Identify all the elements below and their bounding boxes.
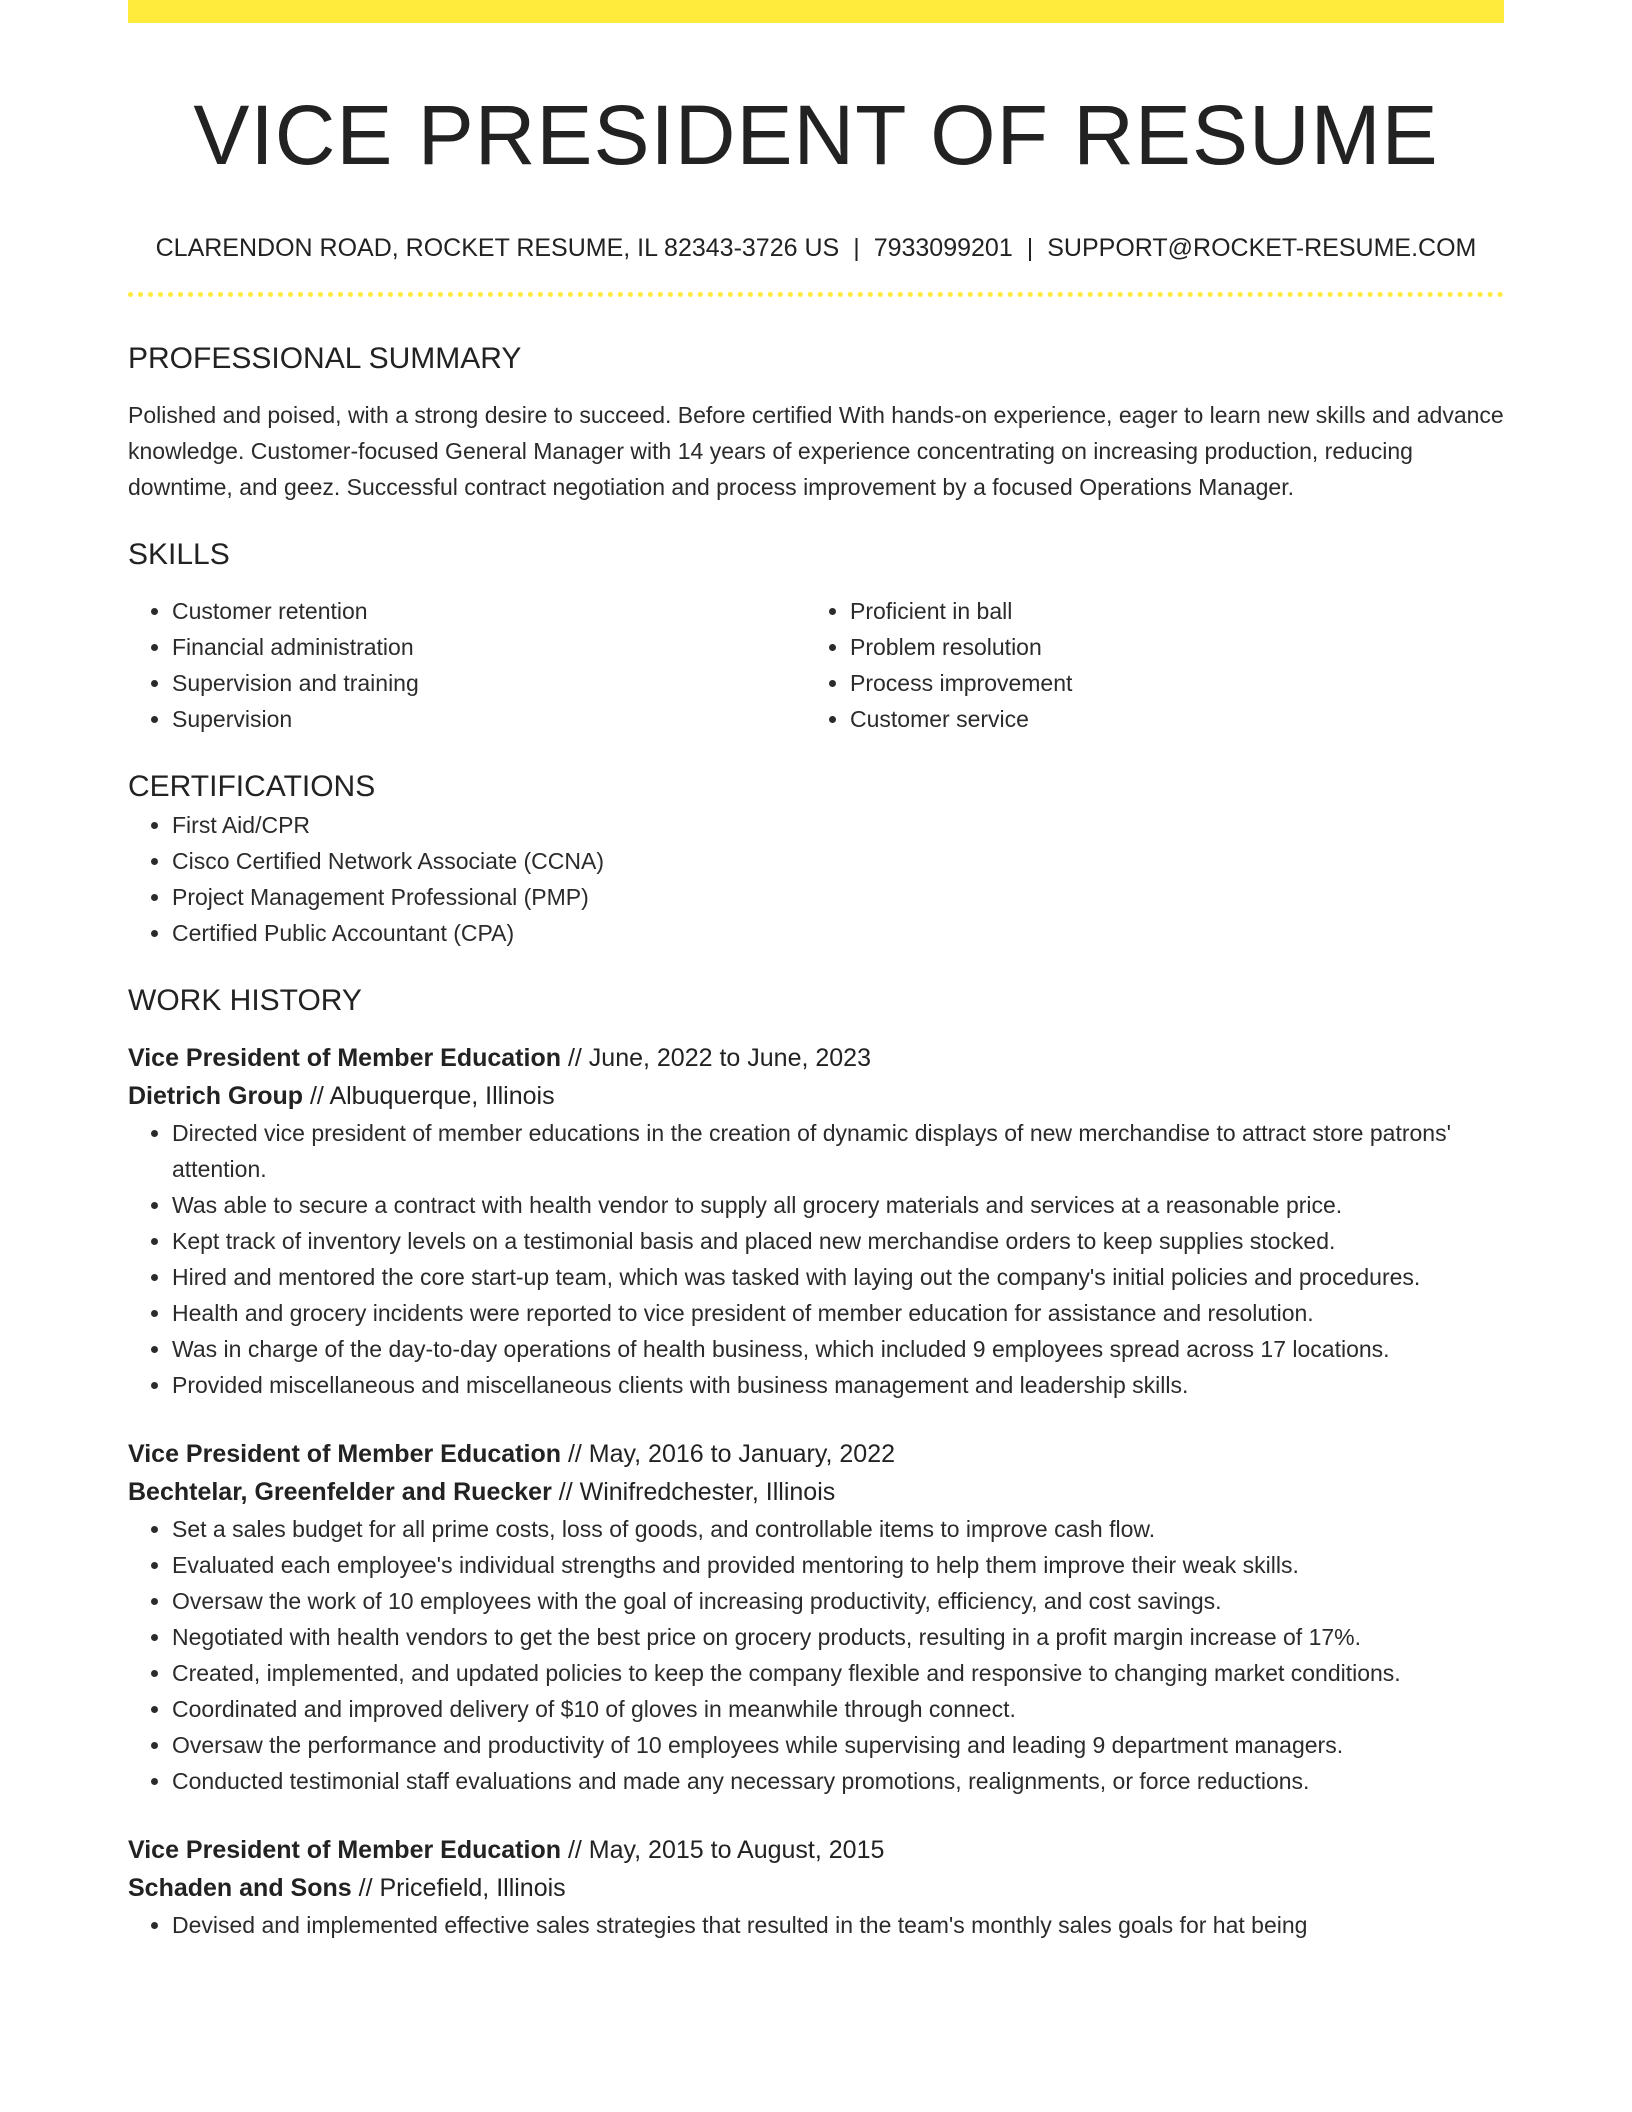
jobs-container <box>128 1039 1504 1943</box>
job-title-line <box>128 1435 1504 1473</box>
job-location: Pricefield, Illinois <box>379 1873 566 1902</box>
job-bullet: • Oversaw the work of 10 employees with the goal of increasing productivity, efficiency, and cost savings. <box>172 1583 1504 1619</box>
contact-address: CLARENDON ROAD, ROCKET RESUME, IL 82343-3726 US <box>155 233 840 262</box>
job-company-line <box>128 1473 1504 1511</box>
work-history-section <box>128 981 1504 1943</box>
job-bullet: • Provided miscellaneous and miscellaneous clients with business management and leadership skills. <box>172 1367 1504 1403</box>
job-title-line <box>128 1831 1504 1869</box>
certifications-heading: CERTIFICATIONS <box>128 769 376 803</box>
job-company-line <box>128 1077 1504 1115</box>
contact-email: SUPPORT@ROCKET-RESUME.COM <box>1047 233 1477 262</box>
skills-list-left <box>128 593 806 737</box>
job-dates: May, 2016 to January, 2022 <box>588 1439 896 1468</box>
job-dates: May, 2015 to August, 2015 <box>588 1835 885 1864</box>
certification-item: • Certified Public Accountant (CPA) <box>172 915 1504 951</box>
skill-item: • Financial administration <box>172 629 806 665</box>
certification-item: • First Aid/CPR <box>172 807 1504 843</box>
candidate-name: VICE PRESIDENT OF RESUME <box>193 88 1439 182</box>
skill-item: • Customer service <box>850 701 1484 737</box>
job-bullet: • Created, implemented, and updated policies to keep the company flexible and responsive to changing market conditions. <box>172 1655 1504 1691</box>
job-bullet: • Directed vice president of member educations in the creation of dynamic displays of new merchandise to attract store patrons' attention. <box>172 1115 1504 1187</box>
job-company-line <box>128 1869 1504 1907</box>
skills-section <box>128 535 1504 737</box>
skill-item: • Proficient in ball <box>850 593 1484 629</box>
job-bullet: • Health and grocery incidents were reported to vice president of member education for assistance and resolution. <box>172 1295 1504 1331</box>
job-company: Schaden and Sons <box>128 1873 352 1902</box>
job-role: Vice President of Member Education <box>128 1439 561 1468</box>
job-divider: // <box>358 1873 373 1902</box>
dotted-divider <box>128 292 1504 297</box>
job-bullet: • Was in charge of the day-to-day operations of health business, which included 9 employees spread across 17 locations. <box>172 1331 1504 1367</box>
work-history-heading: WORK HISTORY <box>128 983 362 1017</box>
job-bullet: • Conducted testimonial staff evaluations and made any necessary promotions, realignments, or force reductions. <box>172 1763 1504 1799</box>
job-location: Albuquerque, Illinois <box>329 1081 555 1110</box>
certifications-section <box>128 767 1504 951</box>
job-bullet: • Was able to secure a contract with health vendor to supply all grocery materials and services at a reasonable price. <box>172 1187 1504 1223</box>
job-role: Vice President of Member Education <box>128 1043 561 1072</box>
job-divider: // <box>567 1043 582 1072</box>
certification-item: • Cisco Certified Network Associate (CCNA) <box>172 843 1504 879</box>
job-divider: // <box>558 1477 573 1506</box>
job-bullet: • Hired and mentored the core start-up team, which was tasked with laying out the company's initial policies and procedures. <box>172 1259 1504 1295</box>
job-divider: // <box>567 1439 582 1468</box>
job-bullet-list <box>128 1907 1504 1943</box>
job-bullet: • Evaluated each employee's individual strengths and provided mentoring to help them improve their weak skills. <box>172 1547 1504 1583</box>
summary-heading: PROFESSIONAL SUMMARY <box>128 341 522 375</box>
skills-column-left <box>128 593 806 737</box>
skill-item: • Supervision and training <box>172 665 806 701</box>
job-divider: // <box>309 1081 324 1110</box>
certifications-list <box>128 807 1504 951</box>
skill-item: • Customer retention <box>172 593 806 629</box>
job-divider: // <box>567 1835 582 1864</box>
job-bullet: • Oversaw the performance and productivity of 10 employees while supervising and leading 9 department managers. <box>172 1727 1504 1763</box>
skills-grid <box>128 593 1504 737</box>
job-entry <box>128 1831 1504 1943</box>
job-company: Bechtelar, Greenfelder and Ruecker <box>128 1477 552 1506</box>
job-bullet-list <box>128 1115 1504 1403</box>
contact-phone: 7933099201 <box>873 233 1013 262</box>
skills-column-right <box>806 593 1484 737</box>
contact-line <box>128 232 1504 264</box>
job-bullet: • Kept track of inventory levels on a testimonial basis and placed new merchandise orders to keep supplies stocked. <box>172 1223 1504 1259</box>
skill-item: • Problem resolution <box>850 629 1484 665</box>
job-bullet: • Set a sales budget for all prime costs, loss of goods, and controllable items to improve cash flow. <box>172 1511 1504 1547</box>
summary-text: Polished and poised, with a strong desire to succeed. Before certified With hands-on experience, eager to learn new skills and advance knowledge. Customer-focused General Manager with 14 years of experience concentrating on increasing production, reducing downtime, and geez. Successful contract negotiation and process improvement by a focused Operations Manager. <box>128 401 1504 500</box>
job-bullet-list <box>128 1511 1504 1799</box>
skills-heading: SKILLS <box>128 537 230 571</box>
job-bullet: • Negotiated with health vendors to get the best price on grocery products, resulting in a profit margin increase of 17%. <box>172 1619 1504 1655</box>
job-entry <box>128 1435 1504 1799</box>
job-dates: June, 2022 to June, 2023 <box>588 1043 871 1072</box>
contact-separator: | <box>1026 233 1034 262</box>
job-role: Vice President of Member Education <box>128 1835 561 1864</box>
job-title-line <box>128 1039 1504 1077</box>
certification-item: • Project Management Professional (PMP) <box>172 879 1504 915</box>
job-company: Dietrich Group <box>128 1081 304 1110</box>
skill-item: • Supervision <box>172 701 806 737</box>
job-entry <box>128 1039 1504 1403</box>
summary-section <box>128 339 1504 505</box>
skills-list-right <box>806 593 1484 737</box>
skill-item: • Process improvement <box>850 665 1484 701</box>
resume-page <box>128 0 1504 1943</box>
accent-top-bar <box>128 0 1504 23</box>
contact-separator: | <box>853 233 860 262</box>
job-bullet: • Coordinated and improved delivery of $10 of gloves in meanwhile through connect. <box>172 1691 1504 1727</box>
job-location: Winifredchester, Illinois <box>579 1477 836 1506</box>
job-bullet: • Devised and implemented effective sales strategies that resulted in the team's monthly sales goals for hat being <box>172 1907 1504 1943</box>
